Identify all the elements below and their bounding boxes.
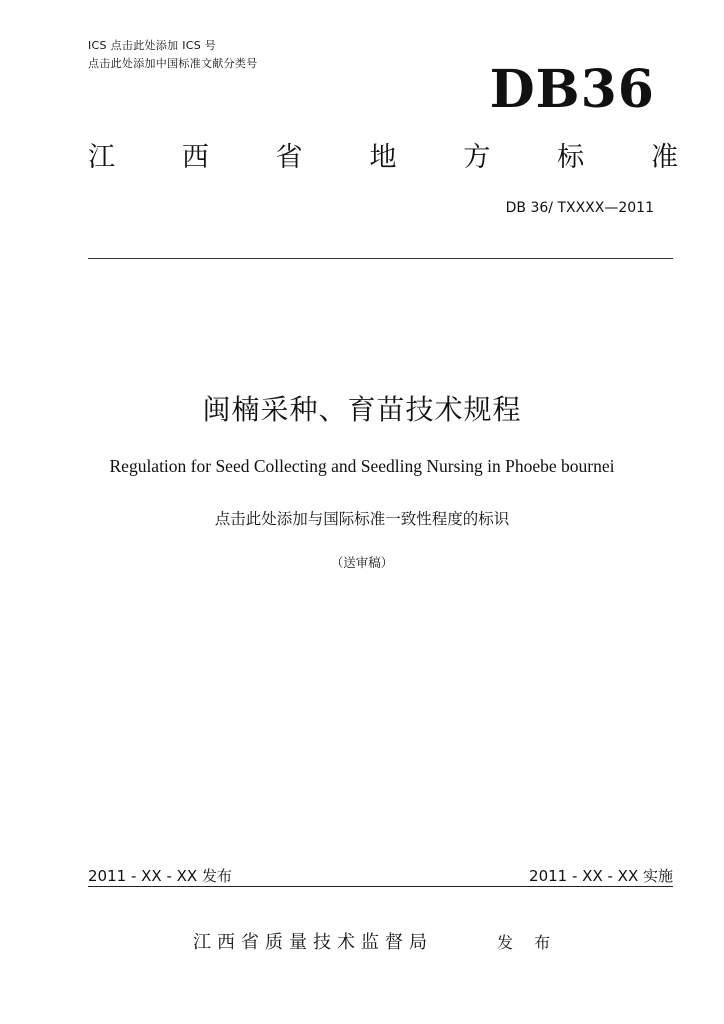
issuer-name: 江西省质量技术监督局 (193, 932, 433, 953)
title-chinese: 闽楠采种、育苗技术规程 (202, 393, 522, 426)
publish-label: 发 布 (497, 933, 559, 952)
standard-type-heading (88, 140, 678, 176)
issue-date: 2011 - XX - XX 发布 (88, 867, 232, 885)
standard-type-char: 西 (181, 142, 209, 173)
ics-block (88, 37, 258, 73)
ics-line: ICS 点击此处添加 ICS 号 (88, 39, 217, 52)
title-english: Regulation for Seed Collecting and Seedling Nursing in Phoebe bournei (109, 456, 615, 476)
standard-type-char: 标 (557, 142, 585, 173)
draft-status: （送审稿） (330, 555, 394, 570)
top-divider (88, 258, 673, 259)
standard-type-char: 准 (650, 142, 678, 173)
standard-type-char: 省 (275, 142, 303, 173)
db36-logo: DB36 (489, 59, 655, 120)
standard-type-char: 江 (88, 142, 115, 173)
standard-type-char: 方 (463, 142, 491, 173)
classification-line: 点击此处添加中国标准文献分类号 (88, 57, 258, 70)
consistency-note: 点击此处添加与国际标准一致性程度的标识 (214, 510, 510, 528)
standard-code: DB 36/ TXXXX—2011 (505, 200, 654, 216)
bottom-divider (88, 886, 673, 887)
implement-date: 2011 - XX - XX 实施 (529, 867, 673, 885)
standard-type-char: 地 (369, 142, 397, 173)
